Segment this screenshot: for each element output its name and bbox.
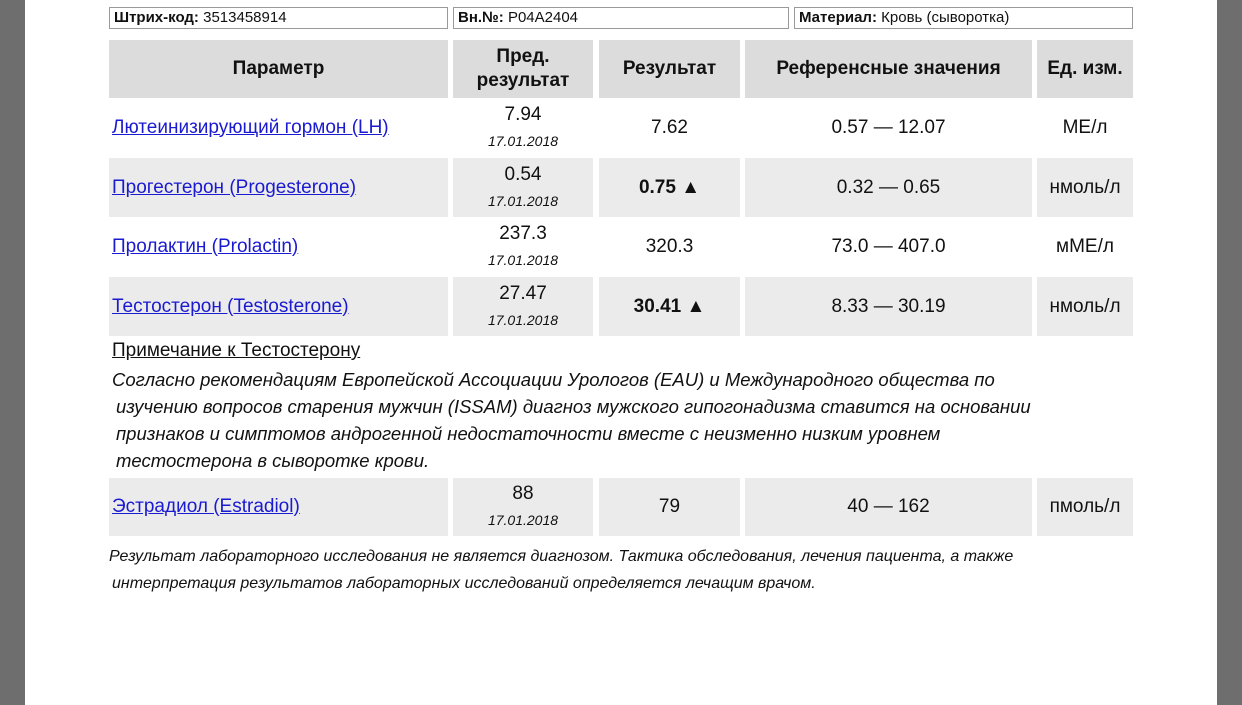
table-row-param[interactable] [109, 158, 448, 217]
col-header-reference: Референсные значения [745, 40, 1032, 98]
table-row-unit: нмоль/л [1037, 277, 1133, 336]
param-link-lh[interactable]: Лютеинизирующий гормон (LH) [112, 116, 389, 138]
report-page [25, 0, 1217, 705]
note-title: Примечание к Тестостерону [112, 340, 361, 361]
table-row-reference: 8.33 — 30.19 [745, 277, 1032, 336]
table-row-param[interactable] [109, 478, 448, 536]
table-row-param[interactable] [109, 217, 448, 276]
table-row-unit: МЕ/л [1062, 116, 1108, 138]
table-row-result-flagged: 0.75 ▲ [599, 158, 740, 217]
barcode-value: 3513458914 [203, 9, 287, 26]
table-row-prev: 7.94 17.01.2018 [487, 103, 559, 149]
param-link-testosterone[interactable]: Тестостерон (Testosterone) [112, 295, 349, 317]
table-row-param[interactable] [109, 98, 448, 157]
col-header-prev: Пред. результат [453, 40, 593, 98]
col-header-unit: Ед. изм. [1037, 40, 1133, 98]
footer-disclaimer: Результат лабораторного исследования не является диагнозом. Тактика обследования, лечения пациента, а также интерпретация результатов лабораторных исследований определяется лечащим врачом. [109, 548, 1014, 592]
table-row-result: 320.3 [645, 235, 694, 257]
table-row-result: 7.62 [651, 116, 688, 138]
table-row-param[interactable] [109, 277, 448, 336]
barcode-label: Штрих-код: [114, 9, 199, 26]
inner-number-value: P04A2404 [507, 9, 579, 26]
note-text: Согласно рекомендациям Европейской Ассоциации Урологов (EAU) и Международного общества по изучению вопросов старения мужчин (ISSAM) диагноз мужского гипогонадизма ставится на основании признаков и симптомов андрогенной недостаточности вместе с неизменно низким уровнем тестостерона в сыворотке крови. [112, 369, 1031, 471]
material-value: Кровь (сыворотка) [881, 9, 1010, 26]
table-row-unit: пмоль/л [1037, 478, 1133, 536]
table-row-result: 79 [599, 478, 740, 536]
table-row-reference: 40 — 162 [745, 478, 1032, 536]
param-link-progesterone[interactable]: Прогестерон (Progesterone) [112, 176, 357, 198]
col-header-result: Результат [599, 40, 740, 98]
table-row-reference: 0.57 — 12.07 [831, 116, 946, 138]
param-link-prolactin[interactable]: Пролактин (Prolactin) [112, 235, 299, 257]
material-box [794, 7, 1133, 29]
table-row-prev: 0.54 17.01.2018 [453, 158, 593, 217]
material-label: Материал: [799, 9, 877, 26]
table-row-result-flagged: 30.41 ▲ [599, 277, 740, 336]
inner-number-box [453, 7, 789, 29]
barcode-box [109, 7, 448, 29]
table-row-unit: мМЕ/л [1056, 235, 1114, 257]
table-row-prev: 237.3 17.01.2018 [487, 222, 559, 268]
table-row-prev: 88 17.01.2018 [453, 478, 593, 536]
table-row-reference: 0.32 — 0.65 [745, 158, 1032, 217]
table-row-unit: нмоль/л [1037, 158, 1133, 217]
table-row-reference: 73.0 — 407.0 [831, 235, 946, 257]
col-header-param: Параметр [109, 40, 448, 98]
param-link-estradiol[interactable]: Эстрадиол (Estradiol) [112, 496, 300, 517]
table-row-prev: 27.47 17.01.2018 [453, 277, 593, 336]
inner-number-label: Вн.№: [458, 9, 504, 26]
